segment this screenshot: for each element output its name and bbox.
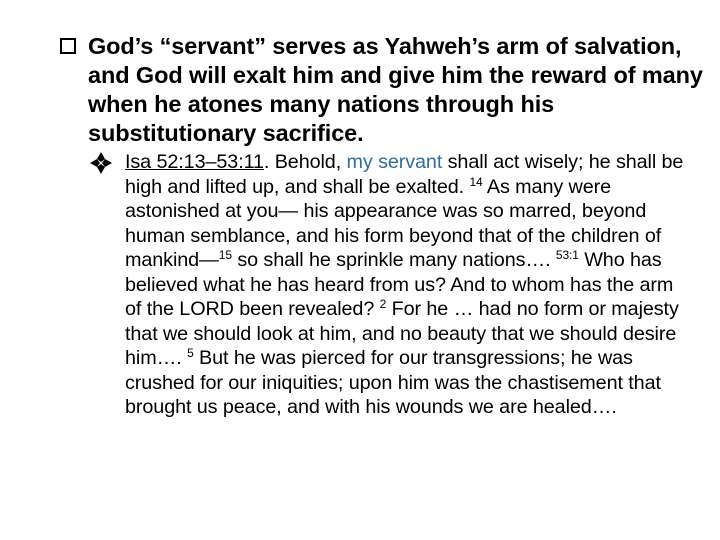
quote-segment: shall act wisely; he shall be high and lifted up, and shall be exalted.: [125, 151, 684, 198]
quote-segment: For he … had no form or majesty that we should look at him, and no beauty that we should desire him….: [125, 298, 679, 369]
scripture-quote: [125, 150, 690, 420]
highlighted-phrase: my servant: [346, 151, 443, 173]
heading-text: God’s “servant” serves as Yahweh’s arm of salvation, and God will exalt him and give him the reward of many when he atones many nations through his substitutionary sacrifice.: [88, 33, 703, 146]
quote-segment: so shall he sprinkle many nations….: [231, 249, 556, 271]
quote-segment: Who has believed what he has heard from us? And to whom has the arm of the LORD been revealed?: [125, 249, 674, 320]
quote-segment: But he was pierced for our transgressions; he was crushed for our iniquities; upon him was the chastisement that brought us peace, and with his wounds we are healed….: [125, 347, 661, 418]
verse-number: 14: [469, 174, 483, 189]
verse-number: 2: [379, 297, 387, 311]
heading-block: [60, 32, 710, 148]
verse-number: 15: [218, 248, 232, 262]
verse-number: 53:1: [555, 248, 579, 262]
scripture-reference: Isa 52:13–53:11: [125, 151, 264, 173]
quote-segment: . Behold,: [263, 151, 347, 173]
quote-segment: As many were astonished at you— his appearance was so marred, beyond human semblance, and his form beyond that of the children of mankind—: [125, 175, 662, 271]
verse-number: 5: [187, 346, 194, 360]
diamond-bullet-icon: [90, 152, 112, 174]
hollow-square-bullet-icon: [60, 38, 76, 54]
quote-block: [90, 150, 690, 420]
